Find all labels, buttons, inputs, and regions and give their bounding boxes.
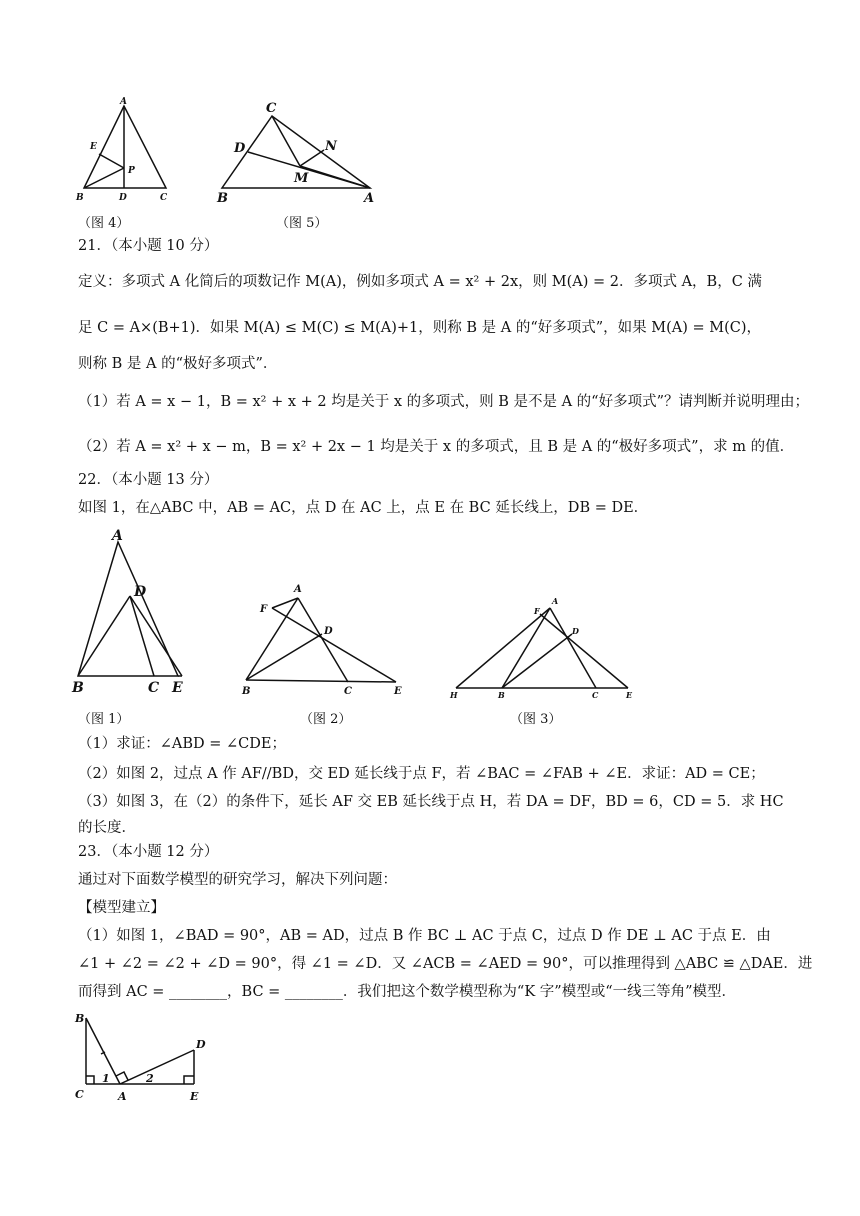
label: A bbox=[118, 1090, 127, 1103]
label: D bbox=[324, 626, 333, 637]
label: A bbox=[294, 584, 302, 595]
label: B bbox=[76, 193, 84, 203]
q23-line-2: ∠1 + ∠2 = ∠2 + ∠D = 90°，得 ∠1 = ∠D．又 ∠ACB = ∠AED = 90°，可以推理得到 △ABC ≌ △DAE．进 bbox=[78, 956, 813, 972]
q22-figure-1 bbox=[70, 528, 200, 698]
label: D bbox=[572, 626, 579, 636]
label: D bbox=[196, 1038, 206, 1051]
q21-definition-2: 足 C = A×(B+1)．如果 M(A) ≤ M(C) ≤ M(A)+1，则称 B 是 A 的“好多项式”，如果 M(A) = M(C)， bbox=[78, 320, 762, 336]
q21-part-2: （2）若 A = x² + x − m，B = x² + 2x − 1 均是关于 x 的多项式，且 B 是 A 的“极好多项式”，求 m 的值． bbox=[78, 439, 795, 455]
label: A bbox=[112, 528, 123, 544]
q22-figure-2 bbox=[236, 578, 412, 698]
q21-header: 21．（本小题 10 分） bbox=[78, 238, 219, 254]
q23-line-3: 而得到 AC = ________，BC = ________．我们把这个数学模型称为“K 字”模型或“一线三等角”模型． bbox=[78, 984, 737, 1000]
caption-fig5: （图 5） bbox=[276, 216, 328, 231]
caption-q22-fig2: （图 2） bbox=[300, 712, 352, 727]
figure-5 bbox=[214, 98, 382, 210]
q21-part-1: （1）若 A = x − 1，B = x² + x + 2 均是关于 x 的多项式，则 B 是不是 A 的“好多项式”？请判断并说明理由； bbox=[78, 394, 809, 410]
label: B bbox=[217, 191, 228, 206]
label: D bbox=[134, 584, 147, 600]
q22-figure-3 bbox=[444, 592, 644, 702]
label: P bbox=[128, 166, 135, 176]
label: E bbox=[190, 1090, 199, 1103]
label: M bbox=[294, 171, 309, 186]
label: C bbox=[75, 1088, 84, 1101]
q22-part-2: （2）如图 2，过点 A 作 AF//BD，交 ED 延长线于点 F，若 ∠BAC = ∠FAB + ∠E．求证：AD = CE； bbox=[78, 766, 765, 782]
q22-intro: 如图 1，在△ABC 中，AB = AC，点 D 在 AC 上，点 E 在 BC 延长线上，DB = DE． bbox=[78, 500, 649, 516]
label: B bbox=[242, 686, 251, 697]
q22-part-1: （1）求证：∠ABD = ∠CDE； bbox=[78, 736, 286, 752]
label: F bbox=[260, 604, 268, 615]
label: C bbox=[148, 680, 160, 696]
label: 1 bbox=[102, 1072, 110, 1085]
label: B bbox=[72, 680, 84, 696]
label: E bbox=[394, 686, 402, 697]
label: A bbox=[120, 97, 127, 107]
label: E bbox=[626, 690, 633, 700]
label: N bbox=[325, 139, 337, 154]
q23-header: 23．（本小题 12 分） bbox=[78, 844, 219, 860]
caption-fig4: （图 4） bbox=[78, 216, 130, 231]
q21-definition-1: 定义：多项式 A 化简后的项数记作 M(A)，例如多项式 A = x² + 2x，则 M(A) = 2．多项式 A，B，C 满 bbox=[78, 274, 762, 290]
label: H bbox=[450, 690, 458, 700]
q23-line-1: （1）如图 1，∠BAD = 90°，AB = AD，过点 B 作 BC ⊥ AC 于点 C，过点 D 作 DE ⊥ AC 于点 E．由 bbox=[78, 928, 771, 944]
label: E bbox=[172, 680, 183, 696]
figure-4 bbox=[74, 96, 184, 208]
caption-q22-fig1: （图 1） bbox=[78, 712, 130, 727]
caption-q22-fig3: （图 3） bbox=[510, 712, 562, 727]
label: C bbox=[344, 686, 352, 697]
triangle-abc bbox=[78, 542, 178, 676]
q22-header: 22．（本小题 13 分） bbox=[78, 472, 219, 488]
q23-k-model-figure bbox=[72, 1010, 212, 1106]
label: F bbox=[534, 606, 540, 616]
q22-part-3-cont: 的长度． bbox=[78, 820, 136, 836]
label: C bbox=[592, 690, 599, 700]
label: C bbox=[266, 101, 277, 116]
q22-part-3: （3）如图 3，在（2）的条件下，延长 AF 交 EB 延长线于点 H，若 DA = DF，BD = 6，CD = 5．求 HC bbox=[78, 794, 784, 810]
label: D bbox=[119, 193, 127, 203]
q21-definition-3: 则称 B 是 A 的“极好多项式”． bbox=[78, 356, 278, 372]
label: B bbox=[498, 690, 505, 700]
label: A bbox=[552, 596, 559, 606]
label: D bbox=[234, 141, 246, 156]
q23-intro: 通过对下面数学模型的研究学习，解决下列问题： bbox=[78, 872, 397, 888]
label: 2 bbox=[146, 1072, 154, 1085]
label: C bbox=[160, 193, 168, 203]
label: E bbox=[90, 142, 97, 152]
q23-section-title: 【模型建立】 bbox=[78, 900, 165, 916]
label: B bbox=[75, 1012, 85, 1025]
label: A bbox=[364, 191, 375, 206]
